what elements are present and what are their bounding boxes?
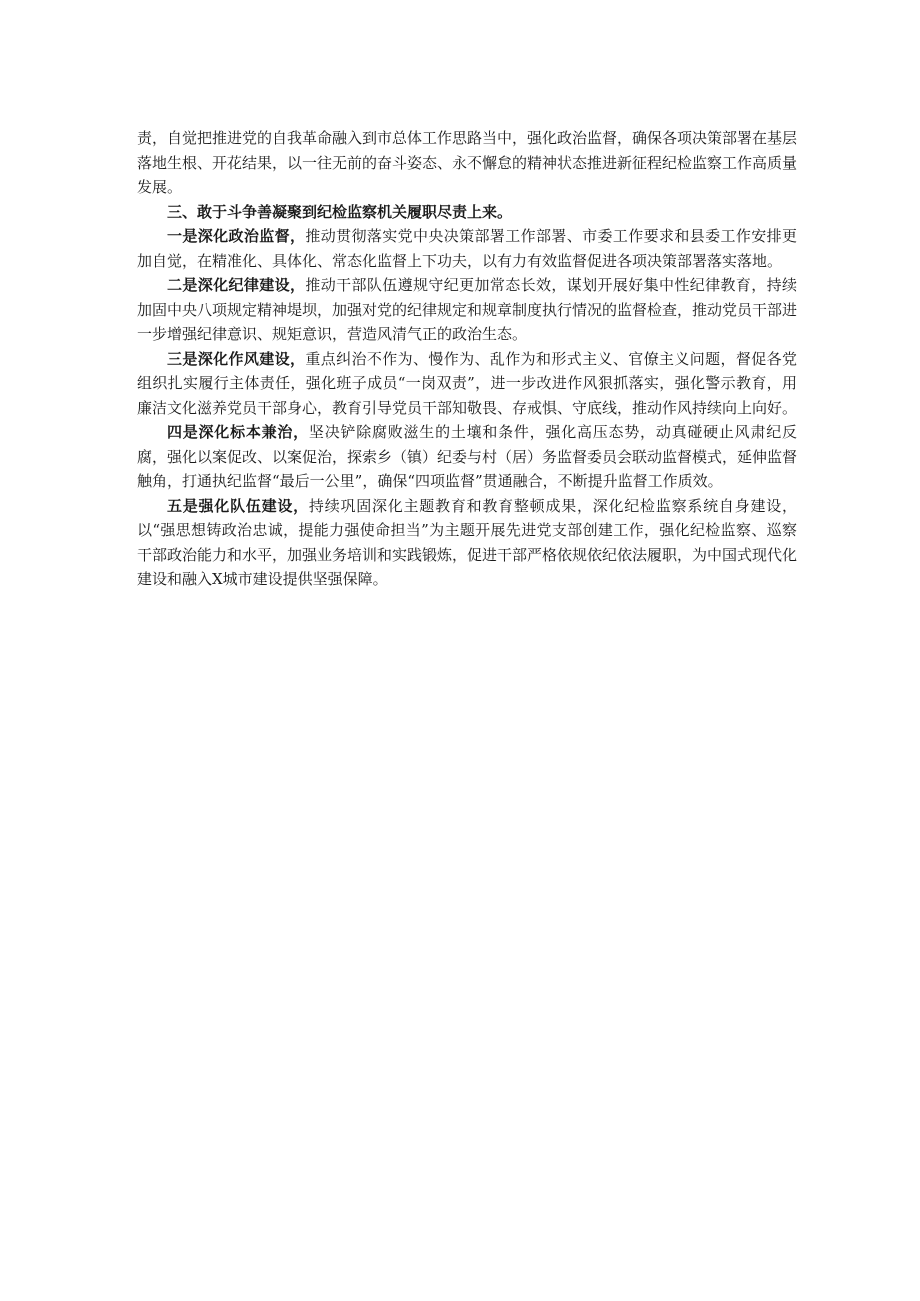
continued-paragraph: 责，自觉把推进党的自我革命融入到市总体工作思路当中，强化政治监督，确保各项决策部署在基层落地生根、开花结果，以一往无前的奋斗姿态、永不懈怠的精神状态推进新征程纪检监察工作高质量发展。 (137, 129, 798, 196)
item-paragraph-3 (137, 347, 797, 421)
item-paragraph-1 (137, 224, 797, 273)
item-paragraph-5 (137, 494, 797, 592)
item-body-2: 推动干部队伍遵规守纪更加常态长效，谋划开展好集中性纪律教育，持续加固中央八项规定精神堤坝，加强对党的纪律规定和规章制度执行情况的监督检查，推动党员干部进一步增强纪律意识、规矩意识，营造风清气正的政治生态。 (137, 276, 798, 343)
item-body-3: 重点纠治不作为、慢作为、乱作为和形式主义、官僚主义问题，督促各党组织扎实履行主体责任，强化班子成员“一岗双责”，进一步改进作风狠抓落实，强化警示教育，用廉洁文化滋养党员干部身心，教育引导党员干部知敬畏、存戒惧、守底线，推动作风持续向上向好。 (137, 349, 798, 417)
item-body-4: 坚决铲除腐败滋生的土壤和条件，强化高压态势，动真碰硬止风肃纪反腐，强化以案促改、以案促治，探索乡（镇）纪委与村（居）务监督委员会联动监督模式，延伸监督触角，打通执纪监督“最后一公里”，确保“四项监督”贯通融合，不断提升监督工作质效。 (137, 423, 798, 490)
item-lead-3: 三是深化作风建设， (167, 349, 306, 368)
item-lead-1: 一是深化政治监督， (167, 227, 306, 245)
item-lead-4: 四是深化标本兼治， (167, 423, 309, 441)
item-paragraph-2 (137, 273, 797, 347)
item-lead-2: 二是深化纪律建设， (167, 276, 306, 294)
item-lead-5: 五是强化队伍建设， (167, 496, 309, 515)
item-paragraph-4 (137, 420, 797, 494)
item-body-5: 持续巩固深化主题教育和教育整顿成果，深化纪检监察系统自身建设，以“强思想铸政治忠诚，提能力强使命担当”为主题开展先进党支部创建工作，强化纪检监察、巡察干部政治能力和水平，加强业务培训和实践锻炼，促进干部严格依规依纪依法履职，为中国式现代化建设和融入X城市建设提供坚强保障。 (137, 496, 798, 588)
section-heading: 三、敢于斗争善凝聚到纪检监察机关履职尽责上来。 (167, 202, 513, 221)
document-body (137, 126, 797, 592)
item-body-1: 推动贯彻落实党中央决策部署工作部署、市委工作要求和县委工作安排更加自觉，在精准化、具体化、常态化监督上下功夫，以有力有效监督促进各项决策部署落实落地。 (137, 227, 797, 270)
